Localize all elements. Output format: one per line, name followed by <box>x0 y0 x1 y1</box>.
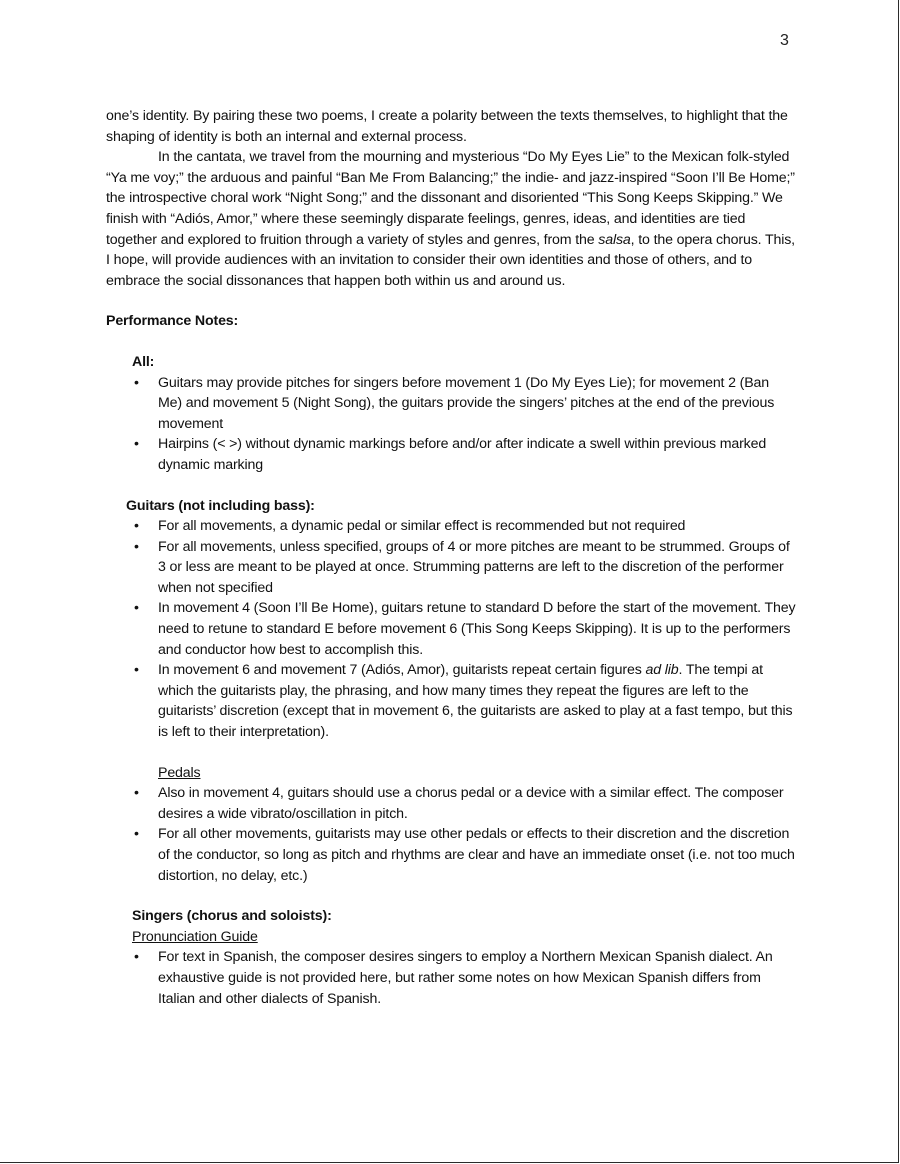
pedals-notes-list <box>106 783 796 886</box>
list-item: • For all movements, a dynamic pedal or similar effect is recommended but not required <box>106 516 796 537</box>
list-item-text-b: . The tempi at which the guitarists play, the phrasing, and how many times they repeat the figures are left to the guitarists’ discretion (except that in movement 6, the guitarists are asked to play at a fast tempo, but this is left to their interpretation). <box>158 662 793 741</box>
list-item: • For all other movements, guitarists may use other pedals or effects to their discretion and the discretion of the conductor, so long as pitch and rhythms are clear and have an immediate onset (i.e. not too much distortion, no delay, etc.) <box>106 824 796 886</box>
list-item-text-a: In movement 6 and movement 7 (Adiós, Amor), guitarists repeat certain figures <box>158 662 646 679</box>
singers-subheading: Singers (chorus and soloists): <box>132 908 332 925</box>
page-body <box>106 106 796 1009</box>
guitars-notes-list <box>106 516 796 743</box>
list-item-emphasis: ad lib <box>645 662 679 679</box>
list-item: • For all movements, unless specified, groups of 4 or more pitches are meant to be strummed. Groups of 3 or less are meant to be played at once. Strumming patterns are left to the discretion of the performer when not specified <box>106 537 796 599</box>
intro-paragraph-1: one’s identity. By pairing these two poems, I create a polarity between the texts themselves, to highlight that the shaping of identity is both an internal and external process. <box>106 108 788 145</box>
intro-paragraph-2-text-b: , to the opera chorus. This, I hope, will provide audiences with an invitation to consider their own identities and those of others, and to embrace the social dissonances that happen both within us and around us. <box>106 231 795 289</box>
pedals-label: Pedals <box>158 764 201 781</box>
pronunciation-guide-label: Pronunciation Guide <box>132 928 258 945</box>
list-item: • For text in Spanish, the composer desires singers to employ a Northern Mexican Spanish dialect. An exhaustive guide is not provided here, but rather some notes on how Mexican Spanish differs from Italian and other dialects of Spanish. <box>106 947 796 1009</box>
singers-notes-list <box>106 947 796 1009</box>
list-item: • Also in movement 4, guitars should use a chorus pedal or a device with a similar effect. The composer desires a wide vibrato/oscillation in pitch. <box>106 783 796 824</box>
intro-paragraph-2-emphasis: salsa <box>598 231 631 248</box>
list-item: • Guitars may provide pitches for singers before movement 1 (Do My Eyes Lie); for movement 2 (Ban Me) and movement 5 (Night Song), the guitars provide the singers’ pitches at the end of the previous movement <box>106 373 796 435</box>
all-notes-list <box>106 373 796 476</box>
performance-notes-heading: Performance Notes: <box>106 313 239 330</box>
page-number: 3 <box>780 32 789 49</box>
guitars-subheading: Guitars (not including bass): <box>126 497 315 514</box>
intro-paragraph-2 <box>106 147 796 291</box>
list-item: • Hairpins (< >) without dynamic markings before and/or after indicate a swell within previous marked dynamic marking <box>106 434 796 475</box>
all-subheading: All: <box>132 353 155 370</box>
intro-paragraph-2-text-a: In the cantata, we travel from the mourning and mysterious “Do My Eyes Lie” to the Mexican folk-styled “Ya me voy;” the arduous and painful “Ban Me From Balancing;” the indie- and jazz-inspired “Soon I’ll Be Home;” the introspective choral work “Night Song;” and the dissonant and disoriented “This Song Keeps Skipping.” We finish with “Adiós, Amor,” where these seemingly disparate feelings, genres, ideas, and identities are tied together and explored to fruition through a variety of styles and genres, from the <box>106 149 795 248</box>
list-item <box>106 660 796 742</box>
list-item: • In movement 4 (Soon I’ll Be Home), guitars retune to standard D before the start of the movement. They need to retune to standard E before movement 6 (This Song Keeps Skipping). It is up to the performers and conductor how best to accomplish this. <box>106 598 796 660</box>
